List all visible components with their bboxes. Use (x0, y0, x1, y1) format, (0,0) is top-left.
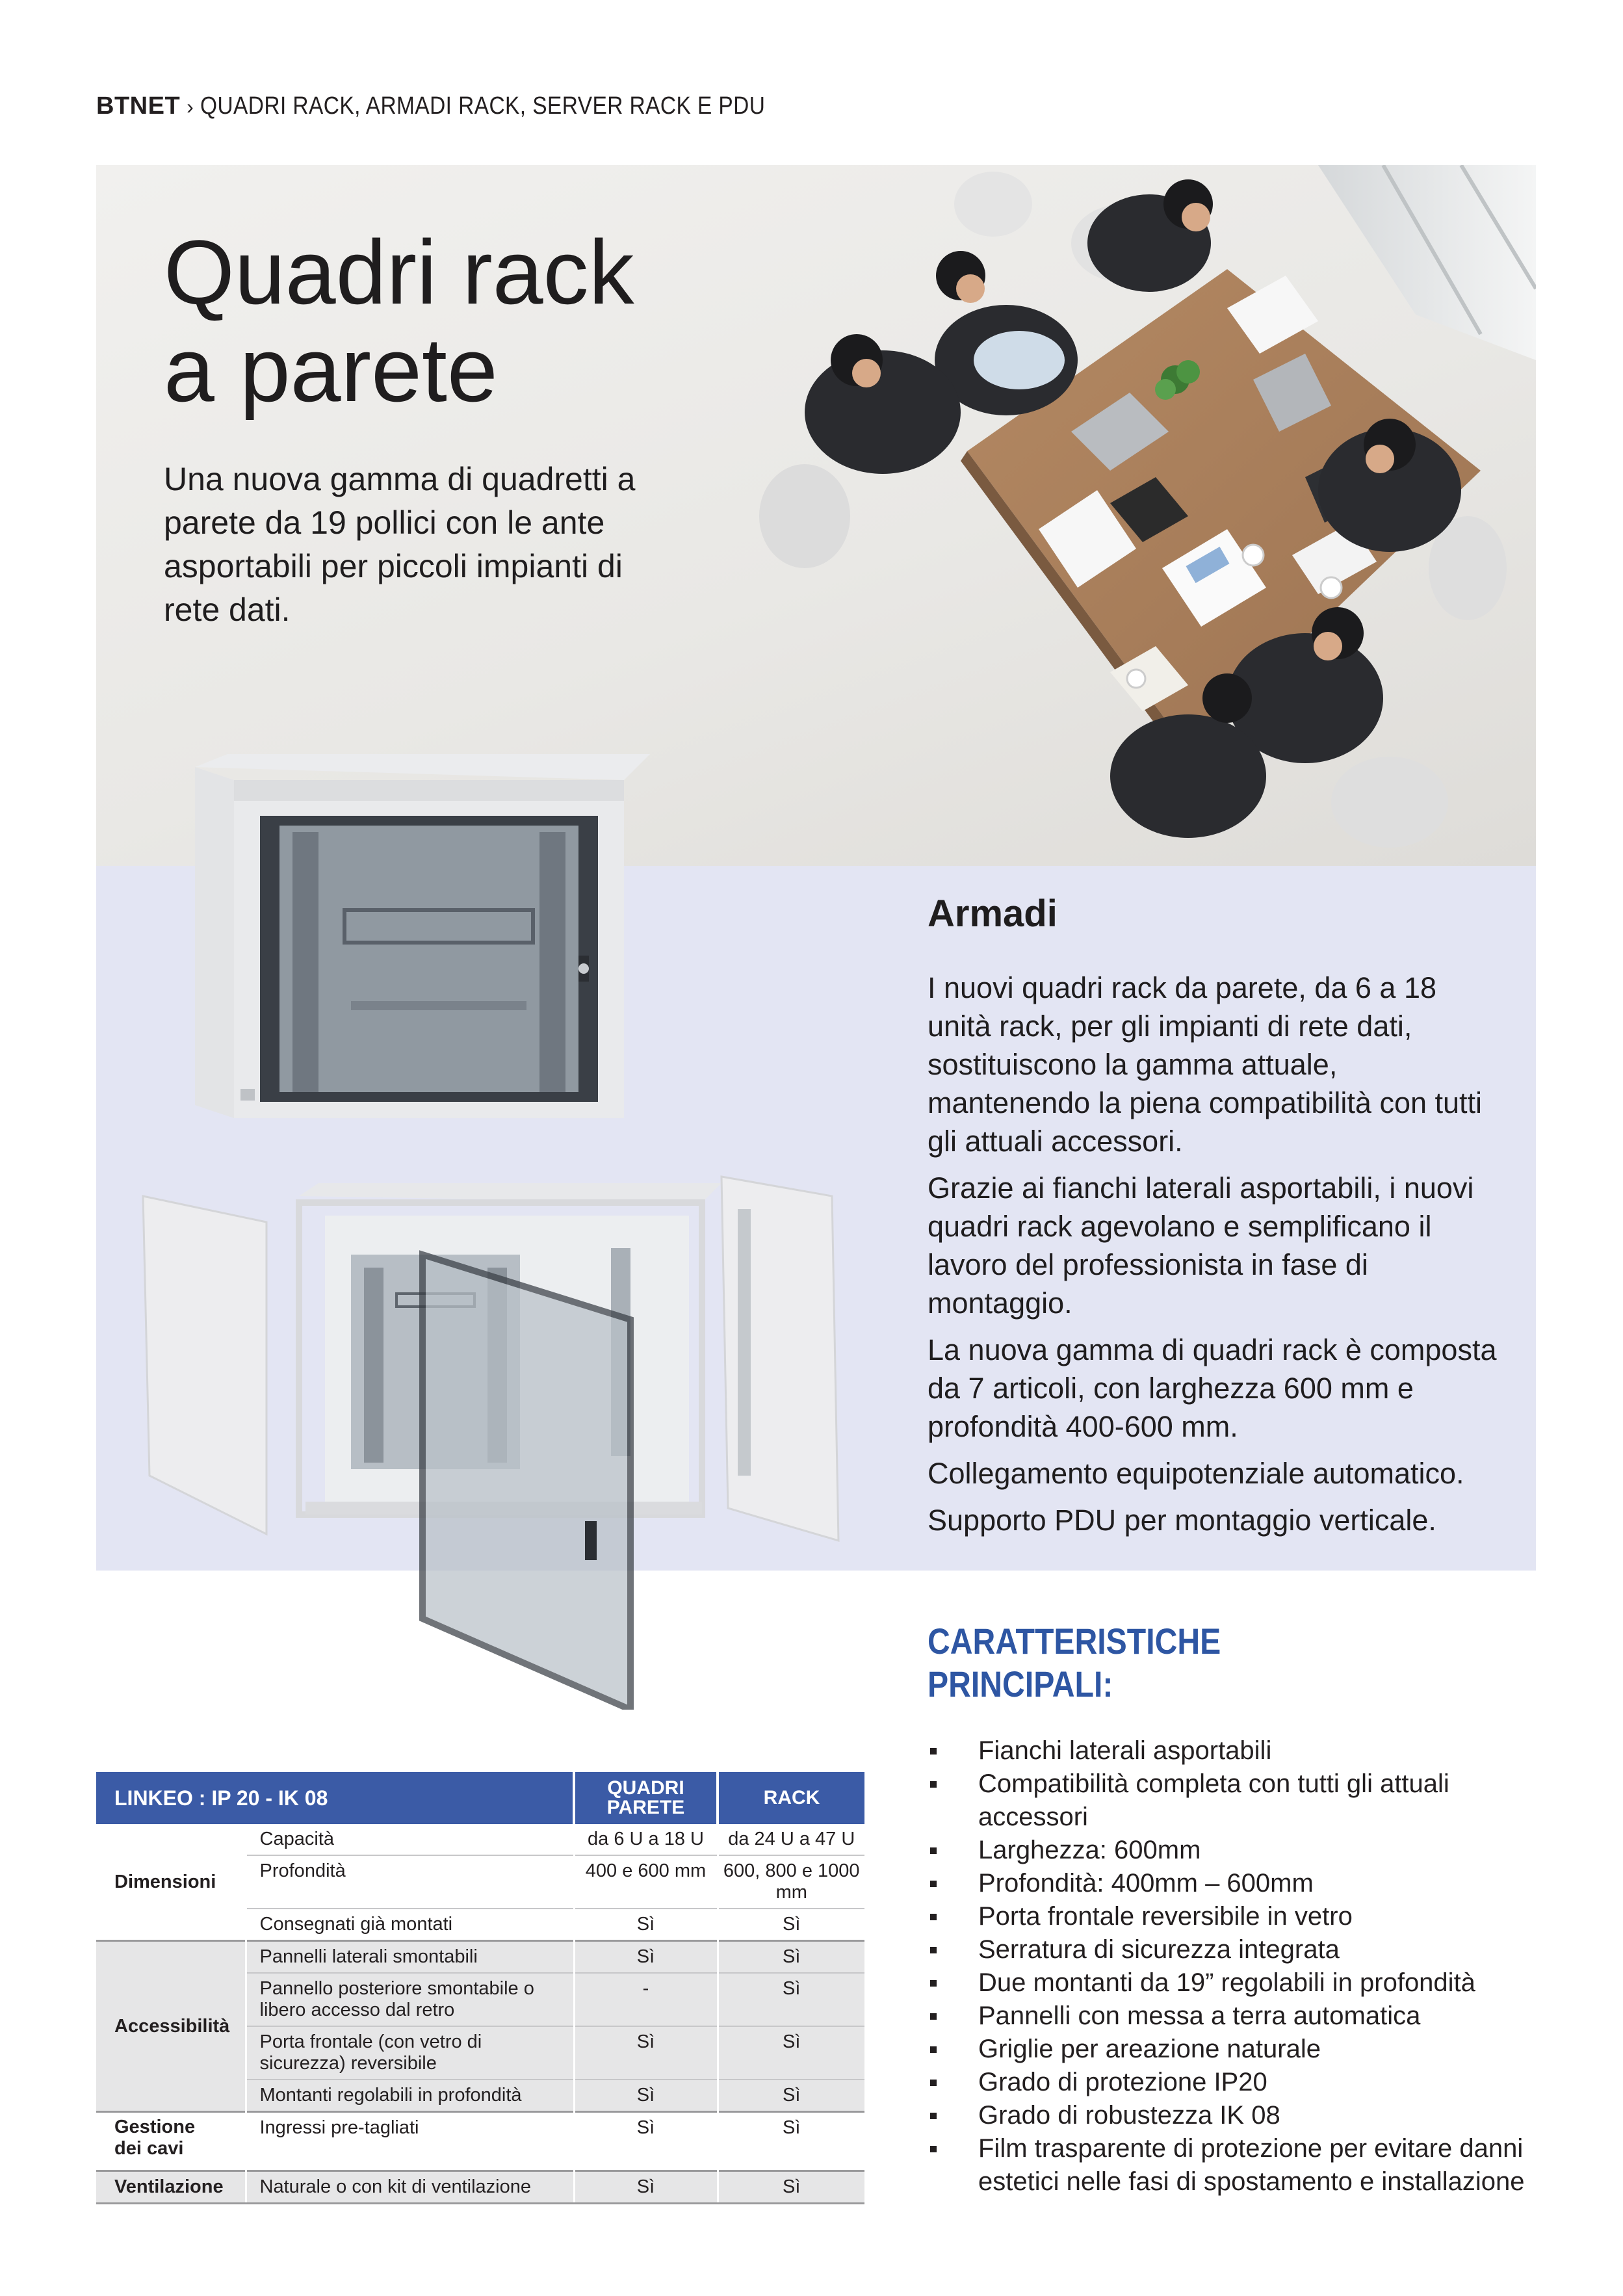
row-value-rack: Sì (718, 1909, 864, 1941)
row-value-quadri: Sì (574, 2080, 718, 2112)
characteristic-item: Pannelli con messa a terra automatica (928, 2000, 1552, 2033)
table-row (96, 2171, 864, 2204)
armadi-paragraph: I nuovi quadri rack da parete, da 6 a 18 unità rack, per gli impianti di rete dati, sostituiscono la gamma attuale, mantenendo la piena compatibilità con tutti gli attuali accessori. (928, 971, 1483, 1158)
page-title-line1: Quadri rack (164, 221, 634, 323)
row-value-rack: Sì (718, 2171, 864, 2204)
row-value-quadri: 400 e 600 mm (574, 1855, 718, 1909)
row-value-rack: da 24 U a 47 U (718, 1824, 864, 1855)
row-value-rack: Sì (718, 1973, 864, 2026)
row-value-quadri: Sì (574, 1941, 718, 1974)
breadcrumb-separator: › (187, 95, 194, 118)
spec-table (96, 1772, 864, 2204)
row-value-rack: Sì (718, 2080, 864, 2112)
row-value-rack: Sì (718, 2026, 864, 2080)
page-title (164, 221, 634, 421)
characteristic-item: Profondità: 400mm – 600mm (928, 1867, 1552, 1900)
armadi-paragraph: Supporto PDU per montaggio verticale. (928, 1504, 1436, 1537)
table-header-quadri-line1: QUADRI (607, 1777, 684, 1799)
characteristic-item: Film trasparente di protezione per evitare danni estetici nelle fasi di spostamento e installazione (928, 2132, 1552, 2198)
row-value-quadri: Sì (574, 2171, 718, 2204)
hero-subtitle: Una nuova gamma di quadretti a parete da 19 pollici con le ante asportabili per piccoli impianti di rete dati. (164, 461, 636, 628)
page-title-line2: a parete (164, 319, 498, 421)
row-label: Profondità (246, 1855, 574, 1909)
group-dimensioni: Dimensioni (96, 1824, 246, 1941)
characteristic-item: Due montanti da 19” regolabili in profondità (928, 1966, 1552, 2000)
characteristic-item: Porta frontale reversibile in vetro (928, 1900, 1552, 1933)
table-row (96, 2112, 864, 2171)
group-gestione-line1: Gestione (114, 2117, 196, 2137)
row-label: Capacità (246, 1824, 574, 1855)
row-value-quadri: Sì (574, 2026, 718, 2080)
table-row (96, 1941, 864, 1974)
characteristics-heading-line1: CARATTERISTICHE (928, 1621, 1221, 1662)
row-label: Pannello posteriore smontabile o libero accesso dal retro (246, 1973, 574, 2026)
row-label: Porta frontale (con vetro di sicurezza) reversibile (246, 2026, 574, 2080)
table-header-quadri (574, 1772, 718, 1824)
characteristic-item: Grado di protezione IP20 (928, 2066, 1552, 2099)
table-header-rack: RACK (718, 1772, 864, 1824)
row-value-rack: Sì (718, 1941, 864, 1974)
row-value-quadri: da 6 U a 18 U (574, 1824, 718, 1855)
characteristics-heading (928, 1620, 1269, 1706)
table-row (96, 1824, 864, 1855)
breadcrumb-section: QUADRI RACK, ARMADI RACK, SERVER RACK E PDU (200, 92, 766, 120)
characteristic-item: Serratura di sicurezza integrata (928, 1933, 1552, 1966)
table-header-row (96, 1772, 864, 1824)
armadi-paragraph: Grazie ai fianchi laterali asportabili, i nuovi quadri rack agevolano e semplificano il lavoro del professionista in fase di montaggio. (928, 1171, 1474, 1320)
armadi-paragraph: La nuova gamma di quadri rack è composta da 7 articoli, con larghezza 600 mm e profondità 400-600 mm. (928, 1333, 1497, 1443)
armadi-paragraph: Collegamento equipotenziale automatico. (928, 1457, 1464, 1490)
row-value-quadri: Sì (574, 1909, 718, 1941)
breadcrumb-brand: BTNET (96, 92, 181, 120)
row-label: Ingressi pre-tagliati (246, 2112, 574, 2171)
wall-cabinet-closed-image (195, 754, 656, 1144)
characteristics-heading-line2: PRINCIPALI: (928, 1663, 1113, 1704)
characteristics-list (928, 1734, 1552, 2198)
characteristic-item: Grado di robustezza IK 08 (928, 2099, 1552, 2132)
row-value-quadri: Sì (574, 2112, 718, 2171)
table-header-title: LINKEO : IP 20 - IK 08 (96, 1772, 574, 1824)
row-label: Naturale o con kit di ventilazione (246, 2171, 574, 2204)
characteristic-item: Larghezza: 600mm (928, 1834, 1552, 1867)
group-accessibilita: Accessibilità (96, 1941, 246, 2112)
row-value-quadri: - (574, 1973, 718, 2026)
wall-cabinet-open-image (136, 1170, 871, 1710)
meeting-photo-illustration (733, 165, 1536, 866)
row-label: Consegnati già montati (246, 1909, 574, 1941)
group-gestione-cavi (96, 2112, 246, 2171)
breadcrumb (96, 92, 842, 120)
row-label: Pannelli laterali smontabili (246, 1941, 574, 1974)
armadi-description (928, 969, 1500, 1548)
group-gestione-line2: dei cavi (114, 2138, 184, 2159)
group-ventilazione: Ventilazione (96, 2171, 246, 2204)
row-label: Montanti regolabili in profondità (246, 2080, 574, 2112)
armadi-heading: Armadi (928, 893, 1058, 935)
characteristic-item: Griglie per areazione naturale (928, 2033, 1552, 2066)
row-value-rack: Sì (718, 2112, 864, 2171)
table-header-quadri-line2: PARETE (606, 1797, 685, 1818)
row-value-rack: 600, 800 e 1000 mm (718, 1855, 864, 1909)
characteristic-item: Compatibilità completa con tutti gli attuali accessori (928, 1768, 1552, 1834)
characteristic-item: Fianchi laterali asportabili (928, 1734, 1552, 1768)
